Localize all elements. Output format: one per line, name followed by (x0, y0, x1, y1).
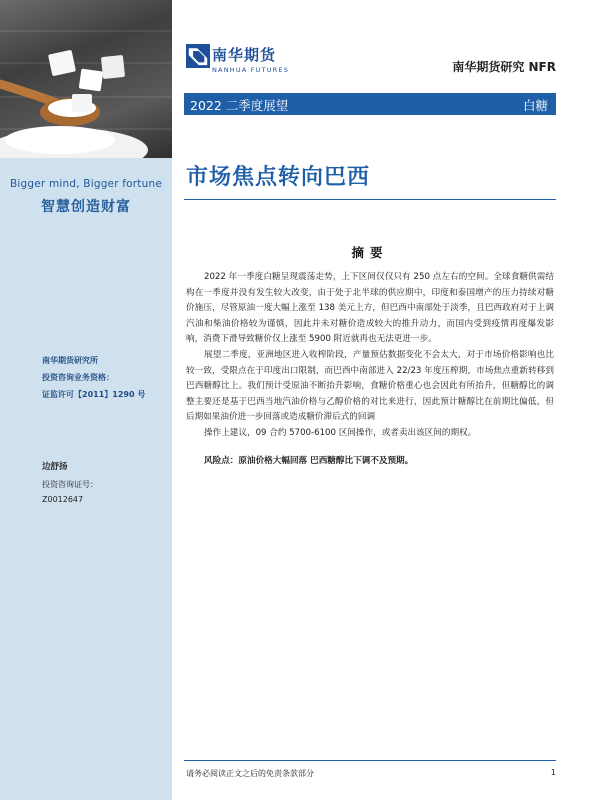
cert-number: Z0012647 (42, 495, 84, 504)
sugar-photo (0, 0, 172, 158)
slogan-chinese: 智慧创造财富 (41, 199, 131, 215)
banner-period: 2022 二季度展望 (190, 98, 289, 113)
org-info (42, 352, 145, 403)
footer-divider (184, 760, 556, 761)
nanhua-logo-icon (186, 44, 210, 68)
abstract-paragraph: 2022 年一季度白糖呈现震荡走势，上下区间仅仅只有 250 点左右的空间。全球食糖供需结构在一季度并没有发生较大改变，由于处于北半球的供应期中，印度和泰国增产的压力持续对糖价施压，尽管原油一度大幅上涨至 138 美元上方，但巴西中南部处于淡季，且巴西政府对于上调汽油和柴油价格较为谨慎，因此并未对糖价造成较大的推升动力，而国内受到疫情再度爆发影响，消费下滑导致糖价仅上涨至 5900 附近就再也无法更进一步。 (186, 272, 554, 345)
risk-points: 风险点：原油价格大幅回落 巴西糖醇比下调不及预期。 (204, 455, 414, 466)
page-number: 1 (550, 768, 556, 777)
abstract-paragraph: 展望二季度，亚洲地区进入收榨阶段，产量预估数据变化不会太大，对于市场价格影响也比较一致，受限点在于印度出口限制，而巴西中南部进入 22/23 年度压榨期，市场焦点重新转移到巴西糖醇比上。我们预计受原油不断抬升影响，食糖价格重心也会因此有所抬升，但糖醇比的调整主要还是基于巴西当地汽油价格与乙醇价格的对比来进行，因此预计糖醇比在前期比偏低，但后期如果油价进一步回落或造成糖价滞后式的回调 (186, 349, 554, 423)
analyst-info (42, 460, 98, 507)
sugar-spoon-icon (0, 0, 172, 158)
logo-text-en: NANHUA FUTURES (212, 66, 290, 74)
research-tag: 南华期货研究 NFR (452, 60, 556, 74)
abstract-paragraph: 操作上建议，09 合约 5700-6100 区间操作，或者卖出该区间的期权。 (204, 427, 477, 438)
title-divider (184, 199, 556, 200)
analyst-name: 边舒扬 (42, 462, 68, 472)
org-name: 南华期货研究所 (42, 356, 98, 365)
report-banner (184, 93, 556, 115)
report-title: 市场焦点转向巴西 (186, 165, 371, 190)
banner-commodity: 白糖 (522, 98, 548, 113)
logo-text-cn: 南华期货 (212, 46, 277, 64)
sidebar (0, 0, 172, 800)
qualification-label: 投资咨询业务资格： (42, 373, 114, 382)
license-number: 证监许可【2011】1290 号 (42, 390, 146, 399)
abstract-body (186, 270, 554, 469)
slogan-english: Bigger mind, Bigger fortune (10, 178, 162, 190)
cert-label: 投资咨询证号： (42, 480, 98, 489)
abstract-heading: 摘要 (351, 245, 389, 260)
disclaimer-note: 请务必阅读正文之后的免责条款部分 (186, 769, 314, 778)
